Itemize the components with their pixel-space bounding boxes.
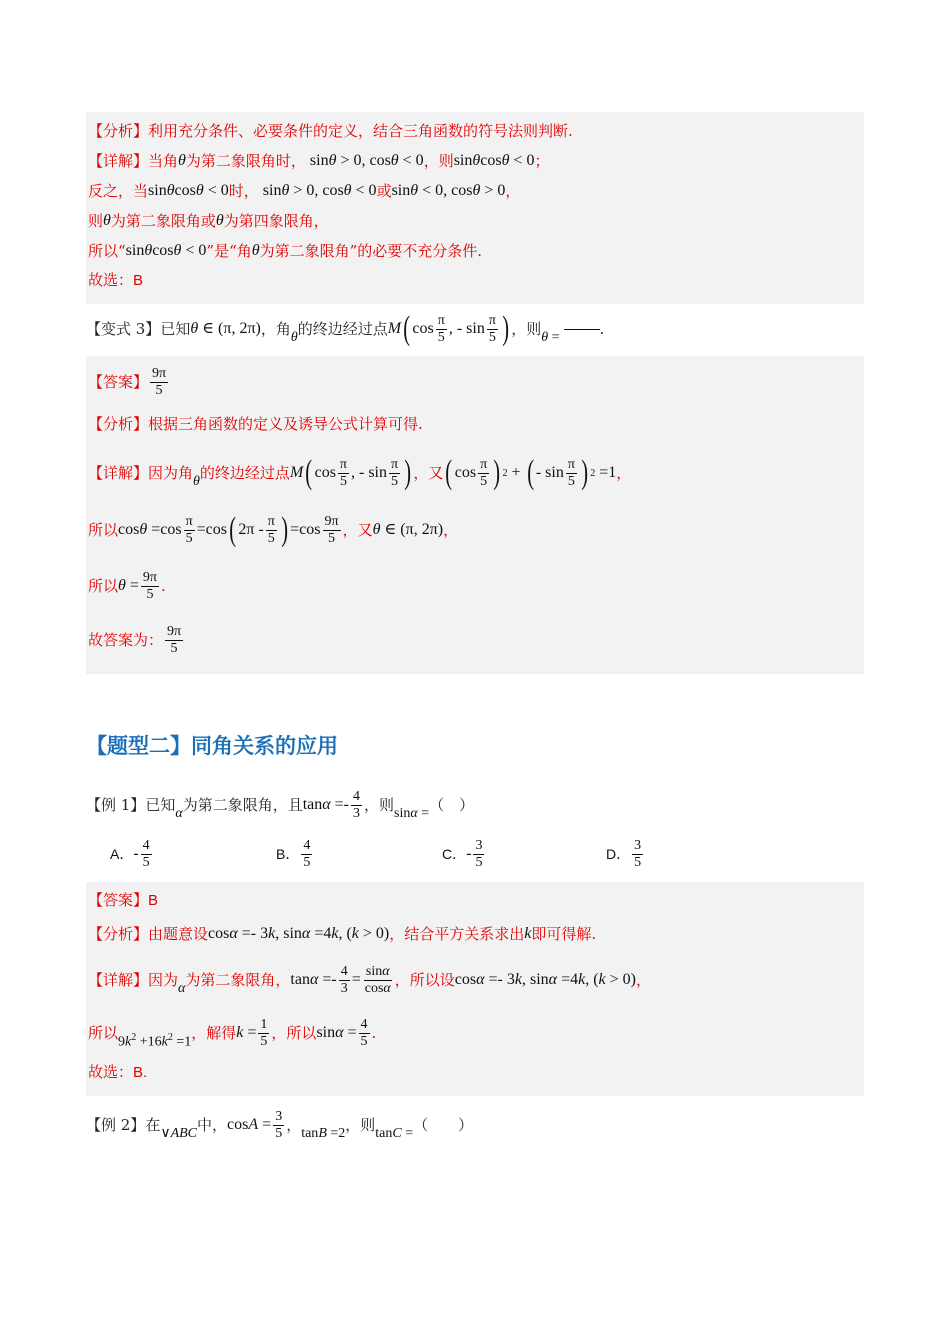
choose-line: 故选：B. — [88, 1063, 148, 1081]
example2-tag: 【例 2】 — [86, 1115, 146, 1134]
answer-tag: 【答案】 — [88, 372, 149, 391]
analysis-text: 利用充分条件、必要条件的定义，结合三角函数的符号法则判断. — [148, 121, 573, 140]
so-line: 所以“ sinθcosθ < 0 ”是“角 θ 为第二象限角”的必要不充分条件. — [88, 241, 483, 260]
analysis-line: 【分析】 根据三角函数的定义及诱导公式计算可得. — [88, 414, 423, 433]
choose-line — [88, 266, 862, 296]
example1-options — [86, 828, 864, 880]
analysis-tag: 【分析】 — [88, 121, 149, 140]
answer-blank[interactable] — [564, 329, 600, 330]
option-a[interactable]: A． - $\frac{4}{5}$ — [110, 838, 150, 870]
math-expr: sinθcosθ < 0 — [148, 182, 229, 199]
analysis-line: 【分析】 由题意设 cosα =- 3k, sinα =4k, (k > 0) ，结合平方关系求出 k 即可得解. — [88, 924, 597, 943]
final-answer-line: 故答案为： $\frac{9\pi}{5}$ — [88, 624, 182, 656]
detail-line: 【详解】 因为角 θ 的终边经过点 M ( cos $\frac{\pi}{5}$ , - sin $\frac{\pi}{5}$ ) ，又 ( cos $\frac{\pi}{5}$ ) 2 + ( - sin $\frac{\pi}{5}$ ) 2 =1 ， — [88, 454, 632, 491]
solution-box-example1 — [86, 882, 864, 1096]
so-line-2: 所以 θ = $\frac{9\pi}{5}$ . — [88, 570, 166, 602]
choose-answer: 故选：B — [88, 271, 144, 289]
option-d[interactable]: D． $\frac{3}{5}$ — [606, 838, 642, 870]
theta-symbol: θ — [178, 152, 186, 169]
answer-line: 【答案】B — [88, 891, 159, 909]
example1-question: 【例 1】 已知 α 为第二象限角，且 tanα =- $\frac{4}{3}$ ，则 sinα = （ ） — [86, 789, 475, 821]
detail-line: 【详解】 当角 θ 为第二象限角时， sinθ > 0, cosθ < 0 ，则 sinθcosθ < 0 ； — [88, 146, 862, 176]
example1-tag: 【例 1】 — [86, 795, 146, 814]
detail-line: 【详解】 因为 α 为第二象限角， tanα =- $\frac{4}{3}$ = $\frac{\sin\alpha}{\cos\alpha}$ ，所以设 cosα =- 3k, sinα =4k, (k > 0) ， — [88, 964, 652, 996]
math-expr: sinθcosθ < 0 — [453, 152, 535, 169]
option-c[interactable]: C． - $\frac{3}{5}$ — [442, 838, 483, 870]
detail-tag: 【详解】 — [88, 151, 149, 170]
math-expr: sinθ < 0, cosθ > 0 — [391, 182, 506, 199]
solution-box-variant3 — [86, 356, 864, 674]
option-b[interactable]: B． $\frac{4}{5}$ — [276, 838, 311, 870]
example2-question: 【例 2】 在 ∨ABC 中， cosA = $\frac{3}{5}$ ， tanB =2 ，则 tanC = （ ） — [86, 1109, 474, 1141]
converse-line: 反之，当 sinθcosθ < 0 时， sinθ > 0, cosθ < 0 或 sinθ < 0, cosθ > 0 ， — [88, 176, 862, 206]
so-line: 所以 $9k^2 +16k^2 =1$ ，解得 k = $\frac{1}{5}$ ，所以 sinα = $\frac{4}{5}$ . — [88, 1017, 377, 1050]
section-title: 【题型二】同角关系的应用 — [86, 735, 338, 758]
page — [86, 112, 864, 1150]
analysis-line — [88, 116, 862, 146]
so-line-1: 所以 cosθ =cos $\frac{\pi}{5}$ =cos ( 2π - $\frac{\pi}{5}$ ) =cos $\frac{9\pi}{5}$ ，又 θ ∈ (π, 2π) ， — [88, 511, 459, 548]
variant3-question: 【变式 3】 已知 θ ∈ (π, 2π) ，角 θ 的终边经过点 M ( cos $\frac{\pi}{5}$ , - sin $\frac{\pi}{5}$ ) ，则 θ = . — [86, 310, 605, 347]
then-line: 则 θ 为第二象限角或 θ 为第四象限角， — [88, 211, 329, 230]
variant3-tag: 【变式 3】 — [86, 319, 161, 338]
solution-box-1 — [86, 112, 864, 304]
math-expr: sinθ > 0, cosθ < 0 — [258, 182, 377, 199]
answer-line: 【答案】 $\frac{9\pi}{5}$ — [88, 366, 167, 398]
math-expr: sinθ > 0, cosθ < 0 — [305, 152, 424, 169]
